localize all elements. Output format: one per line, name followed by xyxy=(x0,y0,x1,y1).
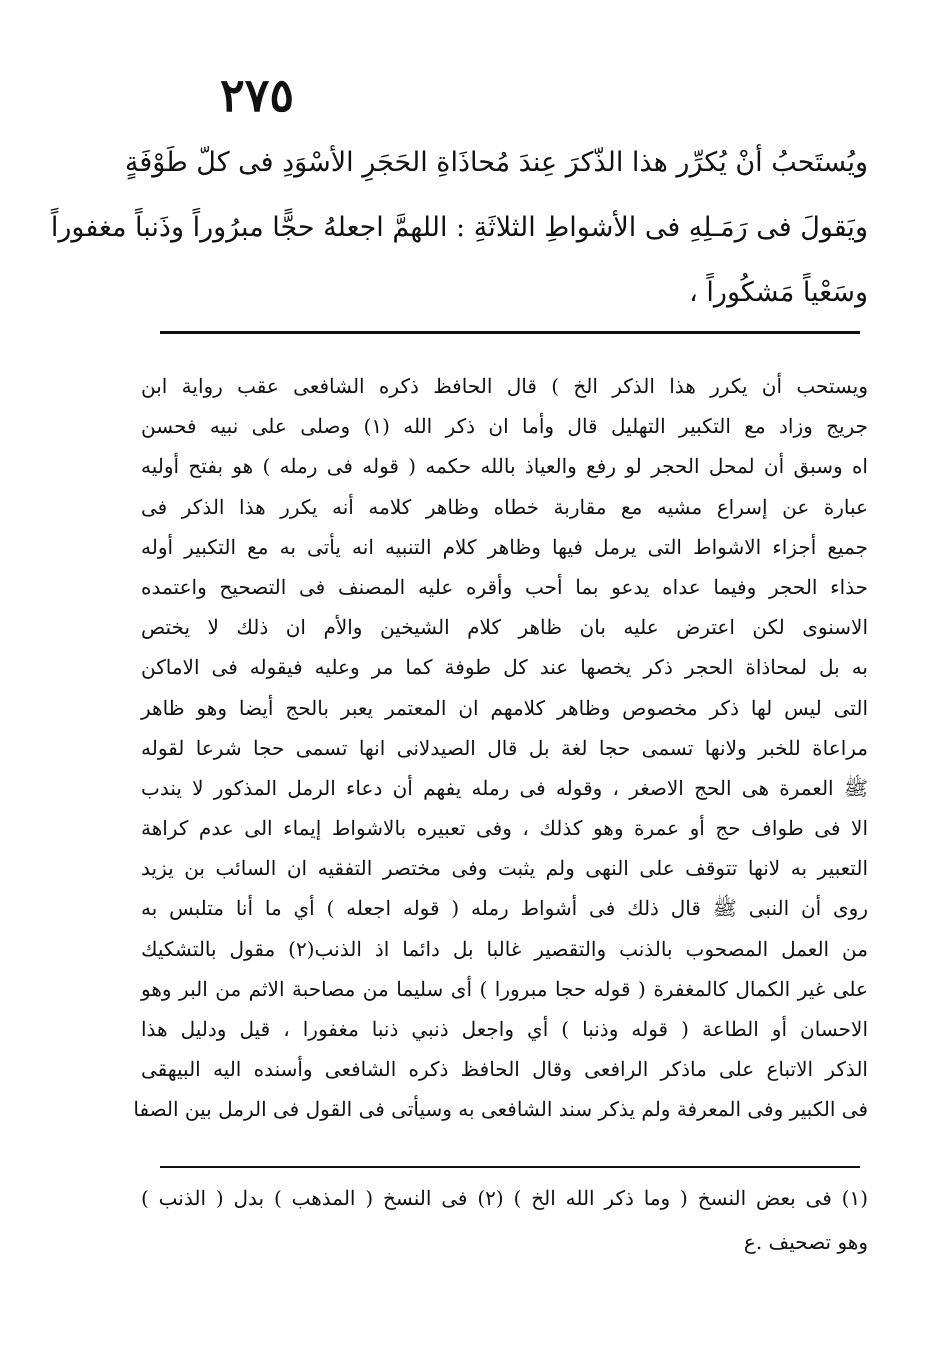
commentary-line: به بل لمحاذاة الحجر ذكر يخصها عند كل طوفة كما مر وعليه فيقوله فى الاماكن xyxy=(141,655,868,680)
footnote-divider xyxy=(160,1166,860,1168)
footnote-line: وهو تصحيف .ع xyxy=(743,1230,868,1254)
commentary-line: الاسنوى لكن اعترض عليه بان ظاهر كلام الشيخين والأم ان ذلك لا يختص xyxy=(141,615,868,640)
commentary-line: على غير الكمال كالمغفرة ( قوله حجا مبرورا ) أى سليما من مصاحبة الاثم من البر وهو xyxy=(141,976,868,1001)
commentary-line: فى الكبير وفى المعرفة ولم يذكر سند الشافعى به وسيأتى فى القول فى الرمل بين الصفا xyxy=(133,1097,868,1122)
commentary-line: التى ليس لها ذكر مخصوص وظاهر كلامهم ان المعتمر يعبر بالحج أيضا وهو ظاهر xyxy=(141,695,868,720)
main-text-line: ويَقولَ فى رَمَـلِهِ فى الأشواطِ الثلاثَةِ : اللهمَّ اجعلهُ حجًّا مبرُوراً وذَنباً مغفوراً xyxy=(50,212,868,243)
commentary-line: عبارة عن إسراع مشيه مع مقاربة خطاه وظاهر كلامه أنه يكرر هذا الذكر فى xyxy=(141,494,868,519)
commentary-line: الاحسان أو الطاعة ( قوله وذنبا ) أي واجعل ذنبي ذنبا مغفورا ، قيل ودليل هذا xyxy=(141,1017,868,1041)
commentary-line: اه وسبق أن لمحل الحجر لو رفع والعياذ بالله حكمه ( قوله فى رمله ) هو بفتح أوليه xyxy=(141,454,868,479)
commentary-line: من العمل المصحوب بالذنب والتقصير غالبا بل دائما اذ الذنب(٢) مقول بالتشكيك xyxy=(141,936,868,961)
footnote-line: (١) فى بعض النسخ ( وما ذكر الله الخ ) (٢) فى النسخ ( المذهب ) بدل ( الذنب ) xyxy=(141,1186,868,1210)
main-text xyxy=(50,130,868,325)
commentary-line: جميع أجزاء الاشواط التى يرمل فيها وظاهر كلام التنبيه انه يأتى به مع التكبير أوله xyxy=(141,534,868,559)
commentary-line: الا فى طواف حج أو عمرة وهو كذلك ، وفى تعبيره بالاشواط إيماء الى عدم كراهة xyxy=(141,816,868,841)
commentary-line: جريج وزاد مع التكبير التهليل قال وأما ان ذكر الله (١) وصلى على نبيه فحسن xyxy=(141,414,868,439)
footnotes xyxy=(141,1176,868,1264)
commentary-text xyxy=(133,366,868,1130)
page-number: ٢٧٥ xyxy=(219,68,295,122)
commentary-line: ويستحب أن يكرر هذا الذكر الخ ) قال الحافظ ذكره الشافعى عقب رواية ابن xyxy=(141,374,868,398)
main-text-line: ويُستَحبُ أنْ يُكرِّر هذا الذّكرَ عِندَ مُحاذَاةِ الحَجَرِ الأسْوَدِ فى كلّ طَوْفَةٍ xyxy=(124,147,868,178)
commentary-line: الذكر الاتباع على ماذكر الرافعى وقال الحافظ ذكره الشافعى وأسنده اليه البيهقى xyxy=(141,1057,868,1082)
commentary-line: روى أن النبى ﷺ قال ذلك فى أشواط رمله ( قوله اجعله ) أي ما أنا متلبس به xyxy=(141,896,868,921)
commentary-line: التعبير به لانها تتوقف على النهى ولم يثبت وفى مختصر التفقيه ان السائب بن يزيد xyxy=(141,856,868,881)
main-divider xyxy=(160,331,860,334)
main-text-line: وسَعْياً مَشكُوراً ، xyxy=(689,277,868,308)
commentary-line: حذاء الحجر وفيما عداه يدعو بما أحب وأقره عليه المصنف فى التصحيح واعتمده xyxy=(141,574,868,599)
commentary-line: مراعاة للخبر ولانها تسمى حجا لغة بل قال الصيدلانى انها تسمى حجا شرعا لقوله xyxy=(141,735,868,760)
commentary-line: ﷺ العمرة هى الحج الاصغر ، وقوله فى رمله يفهم أن دعاء الرمل المذكور لا يندب xyxy=(141,775,868,800)
